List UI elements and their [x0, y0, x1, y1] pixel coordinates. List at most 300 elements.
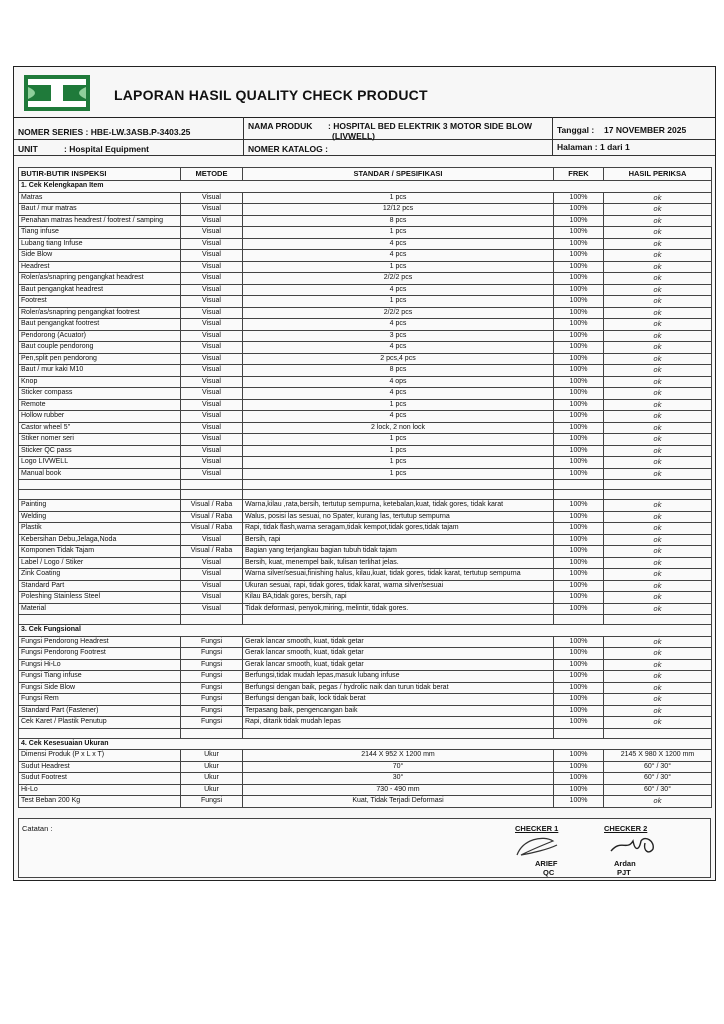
section-title: 3. Cek Fungsional: [19, 625, 712, 637]
table-row: [19, 468, 712, 480]
item-frequency: 100%: [554, 523, 604, 535]
item-name: Sudut Headrest: [19, 761, 181, 773]
item-name: Standard Part (Fastener): [19, 705, 181, 717]
item-name: Headrest: [19, 261, 181, 273]
item-standard: Warna,kilau ,rata,bersih, tertutup sempurna, ketebalan,kuat, tidak gores, tidak karat: [243, 500, 554, 512]
item-method: Fungsi: [181, 671, 243, 683]
item-name: Hi-Lo: [19, 784, 181, 796]
table-row: [19, 705, 712, 717]
blank-cell: [243, 490, 554, 500]
nomer-katalog: NOMER KATALOG :: [248, 144, 328, 154]
item-name: Side Blow: [19, 250, 181, 262]
item-standard: Kilau BA,tidak gores, bersih, rapi: [243, 592, 554, 604]
item-method: Visual: [181, 273, 243, 285]
blank-row: [19, 615, 712, 625]
table-row: [19, 557, 712, 569]
item-name: Cek Karet / Plastik Penutup: [19, 717, 181, 729]
item-frequency: 100%: [554, 353, 604, 365]
item-frequency: 100%: [554, 445, 604, 457]
item-result: ok: [604, 569, 712, 581]
blank-cell: [19, 490, 181, 500]
item-method: Fungsi: [181, 796, 243, 808]
item-result: ok: [604, 534, 712, 546]
col-hasil: HASIL PERIKSA: [604, 168, 712, 181]
item-result: ok: [604, 215, 712, 227]
item-standard: 4 pcs: [243, 388, 554, 400]
item-name: Knop: [19, 376, 181, 388]
item-standard: 4 ops: [243, 376, 554, 388]
item-method: Visual: [181, 457, 243, 469]
item-frequency: 100%: [554, 468, 604, 480]
table-row: [19, 204, 712, 216]
checker2-label: CHECKER 2: [604, 824, 648, 833]
item-name: Plastik: [19, 523, 181, 535]
item-result: ok: [604, 204, 712, 216]
inspection-table: [18, 167, 712, 808]
item-name: Lubang tiang Infuse: [19, 238, 181, 250]
item-result: ok: [604, 284, 712, 296]
item-name: Penahan matras headrest / footrest / samping: [19, 215, 181, 227]
checker1-label: CHECKER 1: [515, 824, 559, 833]
table-row: [19, 376, 712, 388]
table-row: [19, 511, 712, 523]
blank-cell: [243, 615, 554, 625]
item-result: ok: [604, 307, 712, 319]
item-result: ok: [604, 261, 712, 273]
item-frequency: 100%: [554, 546, 604, 558]
table-row: [19, 784, 712, 796]
table-row: [19, 296, 712, 308]
blank-cell: [604, 728, 712, 738]
item-frequency: 100%: [554, 717, 604, 729]
table-row: [19, 569, 712, 581]
section-title: 4. Cek Kesesuaian Ukuran: [19, 738, 712, 750]
item-frequency: 100%: [554, 238, 604, 250]
item-name: Baut pengangkat footrest: [19, 319, 181, 331]
item-standard: 2/2/2 pcs: [243, 307, 554, 319]
table-row: [19, 671, 712, 683]
item-result: ok: [604, 511, 712, 523]
item-method: Fungsi: [181, 682, 243, 694]
item-result: ok: [604, 603, 712, 615]
item-name: Fungsi Hi-Lo: [19, 659, 181, 671]
item-standard: Terpasang baik, pengencangan baik: [243, 705, 554, 717]
item-frequency: 100%: [554, 273, 604, 285]
item-name: Castor wheel 5": [19, 422, 181, 434]
item-standard: Walus, posisi las sesuai, no Spater, kurang las, tertutup sempurna: [243, 511, 554, 523]
item-method: Visual: [181, 534, 243, 546]
table-row: [19, 227, 712, 239]
item-name: Zink Coating: [19, 569, 181, 581]
item-standard: Berfungsi dengan baik, pegas / hydrolic naik dan turun tidak berat: [243, 682, 554, 694]
item-result: ok: [604, 546, 712, 558]
blank-cell: [19, 615, 181, 625]
item-frequency: 100%: [554, 365, 604, 377]
checker2-name: Ardan: [614, 859, 636, 868]
item-frequency: 100%: [554, 330, 604, 342]
item-result: ok: [604, 353, 712, 365]
item-method: Ukur: [181, 750, 243, 762]
item-result: ok: [604, 636, 712, 648]
item-name: Fungsi Pendorong Footrest: [19, 648, 181, 660]
blank-cell: [243, 728, 554, 738]
item-method: Visual: [181, 296, 243, 308]
table-row: [19, 457, 712, 469]
item-standard: 4 pcs: [243, 411, 554, 423]
table-row: [19, 717, 712, 729]
item-frequency: 100%: [554, 204, 604, 216]
item-name: Painting: [19, 500, 181, 512]
item-result: ok: [604, 330, 712, 342]
table-row: [19, 365, 712, 377]
signature-footer: [18, 818, 711, 878]
blank-cell: [181, 615, 243, 625]
table-row: [19, 261, 712, 273]
item-result: ok: [604, 399, 712, 411]
table-row: [19, 284, 712, 296]
item-result: ok: [604, 717, 712, 729]
item-frequency: 100%: [554, 511, 604, 523]
item-method: Visual: [181, 250, 243, 262]
table-row: [19, 399, 712, 411]
item-standard: Gerak lancar smooth, kuat, tidak getar: [243, 648, 554, 660]
item-method: Visual: [181, 399, 243, 411]
item-method: Ukur: [181, 784, 243, 796]
item-standard: Tidak deformasi, penyok,miring, melintir, tidak gores.: [243, 603, 554, 615]
item-method: Visual: [181, 215, 243, 227]
table-row: [19, 648, 712, 660]
table-row: [19, 215, 712, 227]
blank-cell: [243, 480, 554, 490]
item-method: Fungsi: [181, 636, 243, 648]
table-row: [19, 580, 712, 592]
item-frequency: 100%: [554, 648, 604, 660]
item-name: Fungsi Rem: [19, 694, 181, 706]
blank-row: [19, 728, 712, 738]
item-method: Visual: [181, 557, 243, 569]
item-frequency: 100%: [554, 534, 604, 546]
item-method: Visual: [181, 307, 243, 319]
item-method: Visual: [181, 434, 243, 446]
item-standard: 2144 X 952 X 1200 mm: [243, 750, 554, 762]
item-name: Logo LIVWELL: [19, 457, 181, 469]
item-frequency: 100%: [554, 227, 604, 239]
table-header: [19, 168, 712, 181]
item-name: Pen,split pen pendorong: [19, 353, 181, 365]
item-frequency: 100%: [554, 261, 604, 273]
item-name: Baut couple pendorong: [19, 342, 181, 354]
table-row: [19, 445, 712, 457]
item-name: Sticker QC pass: [19, 445, 181, 457]
report-header: [14, 67, 715, 118]
item-standard: 30°: [243, 773, 554, 785]
item-standard: 8 pcs: [243, 365, 554, 377]
item-result: ok: [604, 273, 712, 285]
item-method: Visual: [181, 227, 243, 239]
item-method: Visual: [181, 411, 243, 423]
halaman: Halaman : 1 dari 1: [557, 142, 630, 152]
checker1-signature-icon: [513, 833, 561, 859]
item-result: ok: [604, 445, 712, 457]
item-frequency: 100%: [554, 580, 604, 592]
table-row: [19, 388, 712, 400]
item-method: Fungsi: [181, 659, 243, 671]
item-standard: 4 pcs: [243, 238, 554, 250]
item-name: Fungsi Tiang infuse: [19, 671, 181, 683]
col-frek: FREK: [554, 168, 604, 181]
item-frequency: 100%: [554, 434, 604, 446]
blank-cell: [181, 490, 243, 500]
item-result: ok: [604, 523, 712, 535]
table-row: [19, 546, 712, 558]
item-standard: Rapi, ditarik tidak mudah lepas: [243, 717, 554, 729]
item-method: Visual: [181, 388, 243, 400]
item-method: Visual: [181, 365, 243, 377]
item-method: Visual: [181, 376, 243, 388]
item-result: ok: [604, 671, 712, 683]
item-frequency: 100%: [554, 457, 604, 469]
item-name: Roler/as/snapring pengangkat headrest: [19, 273, 181, 285]
item-result: ok: [604, 659, 712, 671]
item-name: Baut / mur kaki M10: [19, 365, 181, 377]
item-name: Standard Part: [19, 580, 181, 592]
item-method: Visual / Raba: [181, 511, 243, 523]
blank-row: [19, 490, 712, 500]
item-name: Stiker nomer seri: [19, 434, 181, 446]
item-standard: Bagian yang terjangkau bagian tubuh tidak tajam: [243, 546, 554, 558]
item-result: ok: [604, 592, 712, 604]
nomer-series: NOMER SERIES : HBE-LW.3ASB.P-3403.25: [18, 127, 191, 137]
table-row: [19, 534, 712, 546]
item-result: ok: [604, 250, 712, 262]
item-name: Fungsi Pendorong Headrest: [19, 636, 181, 648]
item-standard: 1 pcs: [243, 192, 554, 204]
blank-cell: [554, 480, 604, 490]
item-frequency: 100%: [554, 296, 604, 308]
item-standard: 1 pcs: [243, 457, 554, 469]
item-method: Fungsi: [181, 648, 243, 660]
item-frequency: 100%: [554, 342, 604, 354]
item-standard: 1 pcs: [243, 434, 554, 446]
item-method: Visual: [181, 422, 243, 434]
item-standard: 1 pcs: [243, 296, 554, 308]
item-method: Visual / Raba: [181, 523, 243, 535]
table-row: [19, 636, 712, 648]
item-result: ok: [604, 192, 712, 204]
item-method: Visual: [181, 238, 243, 250]
unit-value: : Hospital Equipment: [64, 144, 149, 154]
item-standard: 8 pcs: [243, 215, 554, 227]
item-standard: 2 pcs,4 pcs: [243, 353, 554, 365]
item-result: ok: [604, 411, 712, 423]
item-result: ok: [604, 682, 712, 694]
item-name: Poleshing Stainless Steel: [19, 592, 181, 604]
item-name: Roler/as/snapring pengangkat footrest: [19, 307, 181, 319]
item-standard: 1 pcs: [243, 445, 554, 457]
item-result: ok: [604, 227, 712, 239]
item-name: Baut / mur matras: [19, 204, 181, 216]
table-row: [19, 682, 712, 694]
table-row: [19, 422, 712, 434]
blank-cell: [181, 728, 243, 738]
item-name: Komponen Tidak Tajam: [19, 546, 181, 558]
item-method: Visual: [181, 192, 243, 204]
item-result: ok: [604, 457, 712, 469]
table-row: [19, 434, 712, 446]
checker2-signature-icon: [609, 833, 657, 857]
item-standard: 1 pcs: [243, 261, 554, 273]
item-name: Pendorong (Acuator): [19, 330, 181, 342]
item-frequency: 100%: [554, 284, 604, 296]
item-standard: Berfungsi dengan baik, lock tidak berat: [243, 694, 554, 706]
item-method: Fungsi: [181, 705, 243, 717]
item-name: Label / Logo / Stiker: [19, 557, 181, 569]
item-result: ok: [604, 705, 712, 717]
item-frequency: 100%: [554, 399, 604, 411]
blank-cell: [181, 480, 243, 490]
item-result: 2145 X 980 X 1200 mm: [604, 750, 712, 762]
blank-cell: [19, 480, 181, 490]
item-name: Test Beban 200 Kg: [19, 796, 181, 808]
item-method: Visual: [181, 319, 243, 331]
blank-cell: [604, 615, 712, 625]
item-standard: 70°: [243, 761, 554, 773]
item-frequency: 100%: [554, 784, 604, 796]
item-method: Visual: [181, 603, 243, 615]
item-frequency: 100%: [554, 192, 604, 204]
company-logo-icon: [24, 75, 90, 111]
item-result: ok: [604, 296, 712, 308]
item-name: Material: [19, 603, 181, 615]
table-row: [19, 342, 712, 354]
item-result: ok: [604, 238, 712, 250]
item-standard: Berfungsi,tidak mudah lepas,masuk lubang infuse: [243, 671, 554, 683]
item-result: ok: [604, 694, 712, 706]
item-frequency: 100%: [554, 388, 604, 400]
item-name: Fungsi Side Blow: [19, 682, 181, 694]
item-standard: 4 pcs: [243, 284, 554, 296]
unit-label: UNIT: [18, 144, 38, 154]
item-frequency: 100%: [554, 761, 604, 773]
catatan-label: Catatan :: [22, 824, 53, 833]
item-method: Visual: [181, 592, 243, 604]
item-name: Kebersihan Debu,Jelaga,Noda: [19, 534, 181, 546]
item-method: Visual: [181, 353, 243, 365]
item-frequency: 100%: [554, 671, 604, 683]
item-frequency: 100%: [554, 603, 604, 615]
blank-cell: [554, 728, 604, 738]
item-frequency: 100%: [554, 705, 604, 717]
item-frequency: 100%: [554, 636, 604, 648]
item-standard: 1 pcs: [243, 468, 554, 480]
section-row: [19, 738, 712, 750]
item-frequency: 100%: [554, 682, 604, 694]
item-result: 60° / 30°: [604, 773, 712, 785]
item-standard: 4 pcs: [243, 250, 554, 262]
item-name: Manual book: [19, 468, 181, 480]
item-result: 60° / 30°: [604, 761, 712, 773]
item-method: Visual: [181, 580, 243, 592]
item-method: Visual: [181, 569, 243, 581]
tanggal-value: 17 NOVEMBER 2025: [604, 125, 687, 135]
blank-cell: [604, 480, 712, 490]
item-standard: 1 pcs: [243, 227, 554, 239]
table-row: [19, 694, 712, 706]
table-row: [19, 659, 712, 671]
item-result: ok: [604, 365, 712, 377]
item-name: Baut pengangkat headrest: [19, 284, 181, 296]
col-metode: METODE: [181, 168, 243, 181]
table-row: [19, 411, 712, 423]
section-row: [19, 181, 712, 193]
item-frequency: 100%: [554, 557, 604, 569]
item-method: Visual: [181, 261, 243, 273]
item-method: Visual / Raba: [181, 500, 243, 512]
item-method: Fungsi: [181, 694, 243, 706]
item-method: Visual: [181, 284, 243, 296]
item-standard: 2 lock, 2 non lock: [243, 422, 554, 434]
item-frequency: 100%: [554, 376, 604, 388]
item-standard: Kuat, Tidak Terjadi Deformasi: [243, 796, 554, 808]
item-frequency: 100%: [554, 773, 604, 785]
table-row: [19, 603, 712, 615]
item-result: ok: [604, 796, 712, 808]
table-row: [19, 330, 712, 342]
item-name: Dimensi Produk (P x L x T): [19, 750, 181, 762]
item-frequency: 100%: [554, 500, 604, 512]
item-standard: 730 - 490 mm: [243, 784, 554, 796]
item-method: Visual: [181, 330, 243, 342]
item-frequency: 100%: [554, 750, 604, 762]
item-standard: Ukuran sesuai, rapi, tidak gores, tidak karat, warna silver/sesuai: [243, 580, 554, 592]
table-row: [19, 319, 712, 331]
item-name: Matras: [19, 192, 181, 204]
col-standar: STANDAR / SPESIFIKASI: [243, 168, 554, 181]
item-standard: 2/2/2 pcs: [243, 273, 554, 285]
item-result: ok: [604, 648, 712, 660]
item-standard: Bersih, rapi: [243, 534, 554, 546]
item-standard: 3 pcs: [243, 330, 554, 342]
item-standard: 4 pcs: [243, 319, 554, 331]
item-method: Visual: [181, 204, 243, 216]
blank-cell: [19, 728, 181, 738]
item-frequency: 100%: [554, 694, 604, 706]
page-title: LAPORAN HASIL QUALITY CHECK PRODUCT: [114, 87, 428, 103]
table-row: [19, 523, 712, 535]
item-result: ok: [604, 388, 712, 400]
table-row: [19, 273, 712, 285]
blank-cell: [554, 490, 604, 500]
item-result: ok: [604, 422, 712, 434]
checker2-role: PJT: [617, 868, 631, 877]
item-name: Hollow rubber: [19, 411, 181, 423]
item-result: ok: [604, 376, 712, 388]
item-method: Visual: [181, 468, 243, 480]
item-standard: 1 pcs: [243, 399, 554, 411]
item-name: Footrest: [19, 296, 181, 308]
item-standard: 4 pcs: [243, 342, 554, 354]
item-result: ok: [604, 500, 712, 512]
item-standard: Gerak lancar smooth, kuat, tidak getar: [243, 659, 554, 671]
item-result: 60° / 30°: [604, 784, 712, 796]
checker1-name: ARIEF: [535, 859, 558, 868]
item-result: ok: [604, 557, 712, 569]
item-frequency: 100%: [554, 215, 604, 227]
item-result: ok: [604, 434, 712, 446]
table-row: [19, 192, 712, 204]
nama-produk-label: NAMA PRODUK: [248, 121, 313, 131]
checker1-role: QC: [543, 868, 555, 877]
